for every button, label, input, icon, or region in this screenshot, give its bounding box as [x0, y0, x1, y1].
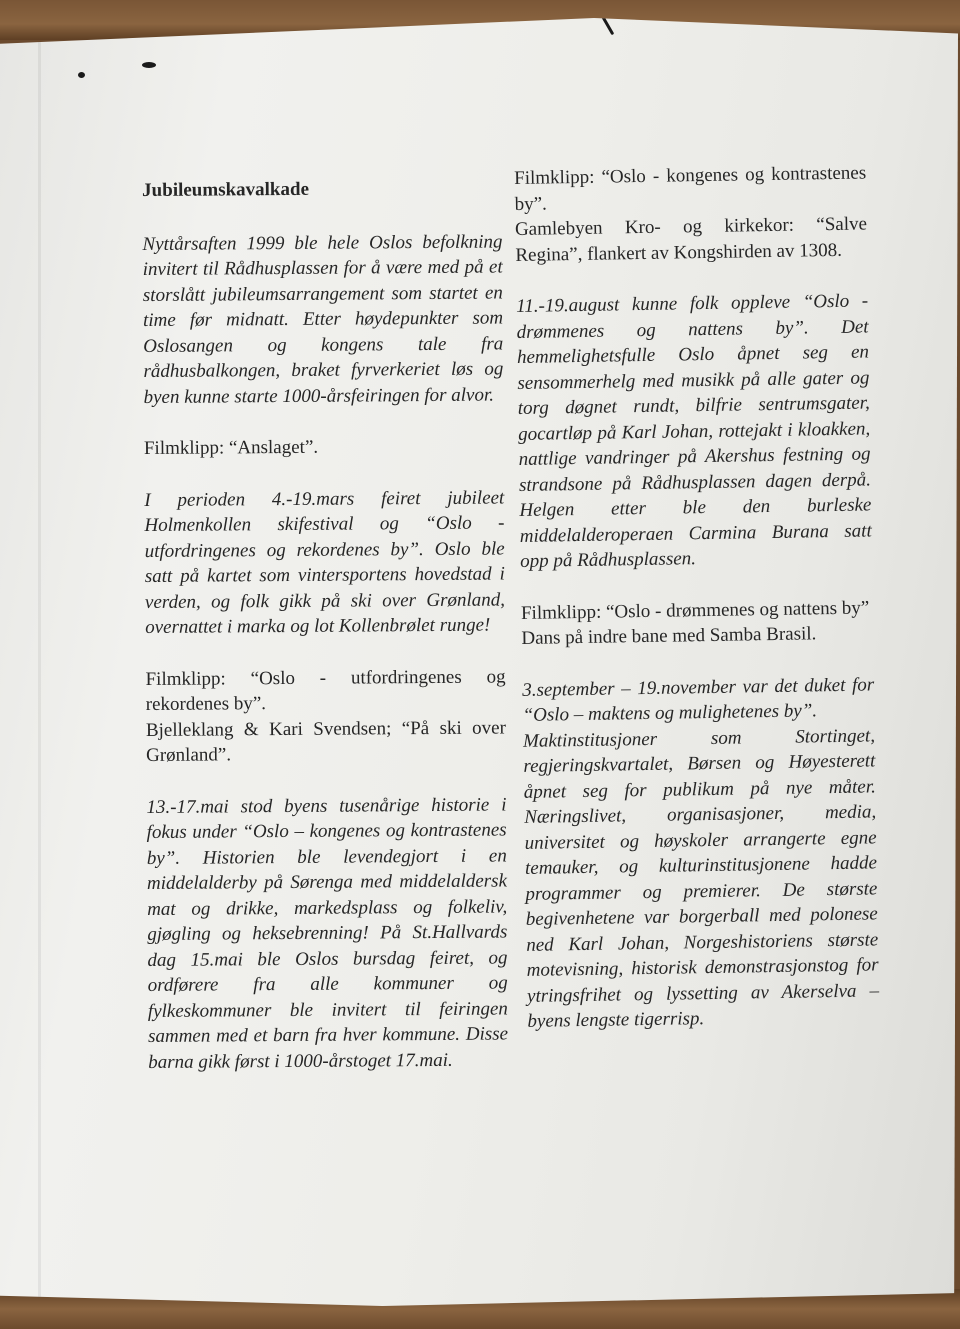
paragraph-may-period: 13.-17.mai stod byens tusenårige historie i fokus under “Oslo – kongenes og kontrastenes by”. Historien ble levendegjort i en middelalderby på Sørenga med middelaldersk mat og drikke, markedsplass og folkeliv, gjøgling og heksebrenning! På St.Hallvards dag 15.mai ble Oslos bursdag feiret, og ordførere fra alle kommuner og fylkeskommuner ble invitert til feiringen sammen med et barn fra hver kommune. Disse barna gikk først i 1000-årstoget 17.mai. — [146, 793, 509, 1073]
paragraph-power-institutions: Maktinstitusjoner som Stortinget, regjeringskvartalet, Børsen og Høyesterett åpnet seg for publikum på nye måter. Næringslivet, organisasjoner, media, universitet og høyskoler arrangerte egne temauker, og kulturinstitusjonene hadde programmer og premierer. De største begivenhetene var borgerball med polonese ned Karl Johan, Norgeshistoriens største motevisning, historisk demonstrasjonstog for ytringsfrihet og lyssetting av Akerselva – byens lengste tigerrisp. — [522, 724, 880, 1032]
filmclip-utfordringenes: Filmklipp: “Oslo - utfordringenes og rekordenes by”. — [145, 665, 506, 715]
performance-gamlebyen-kor: Gamlebyen Kro- og kirkekor: “Salve Regina”, flankert av Kongshirden av 1308. — [514, 213, 868, 266]
paper-fold — [38, 18, 41, 1306]
ink-speck — [78, 72, 85, 78]
document-title: Jubileumskavalkade — [142, 178, 310, 201]
paragraph-august-period: 11.-19.august kunne folk oppleve “Oslo - drømmenes og nattens by”. Det hemmelighetsfulle Oslo åpnet seg en sensommerhelg med musikk på alle gater og torg døgnet rundt, bilfrie sentrumsgater, gocartløp på Karl Johan, rottejakt i kloakken, nattlige vandringer på Akershus festning og strandsone på Rådhusplassen dagen derpå. Helgen etter ble den burleske middelalderoperaen Carmina Burana satt opp på Rådhusplassen. — [516, 290, 872, 572]
paragraph-new-years-eve: Nyttårsaften 1999 ble hele Oslos befolkning invitert til Rådhusplassen for å være med på et storslått jubileumsarrangement som startet en time før midnatt. Etter høydepunkter som Oslosangen og kongens tale fra rådhusbalkongen, braket fyrverkeriet løs og byen kunne starte 1000-årsfeiringen for alvor. — [142, 230, 504, 408]
left-column — [142, 167, 508, 1074]
performance-bjelleklang: Bjelleklang & Kari Svendsen; “På ski over Grønland”. — [145, 716, 506, 766]
performance-samba-brasil: Dans på indre bane med Samba Brasil. — [521, 623, 817, 649]
ink-speck — [142, 62, 156, 68]
paragraph-september-period: 3.september – 19.november var det duket for “Oslo – maktens og mulighetenes by”. — [522, 673, 875, 726]
filmclip-drommenes: Filmklipp: “Oslo - drømmenes og nattens by” — [520, 596, 870, 624]
right-column — [514, 160, 880, 1034]
paragraph-march-period: I perioden 4.-19.mars feiret jubileet Holmenkollen skifestival og “Oslo - utfordringenes og rekordenes by”. Oslo ble satt på kartet som vintersportens hovedstad i verden, og folk gikk på ski over Grønland, overnattet i marka og lot Kollenbrølet runge! — [144, 486, 506, 638]
filmclip-kongenes: Filmklipp: “Oslo - kongenes og kontrastenes by”. — [514, 162, 867, 215]
filmclip-anslaget: Filmklipp: “Anslaget”. — [143, 436, 319, 459]
